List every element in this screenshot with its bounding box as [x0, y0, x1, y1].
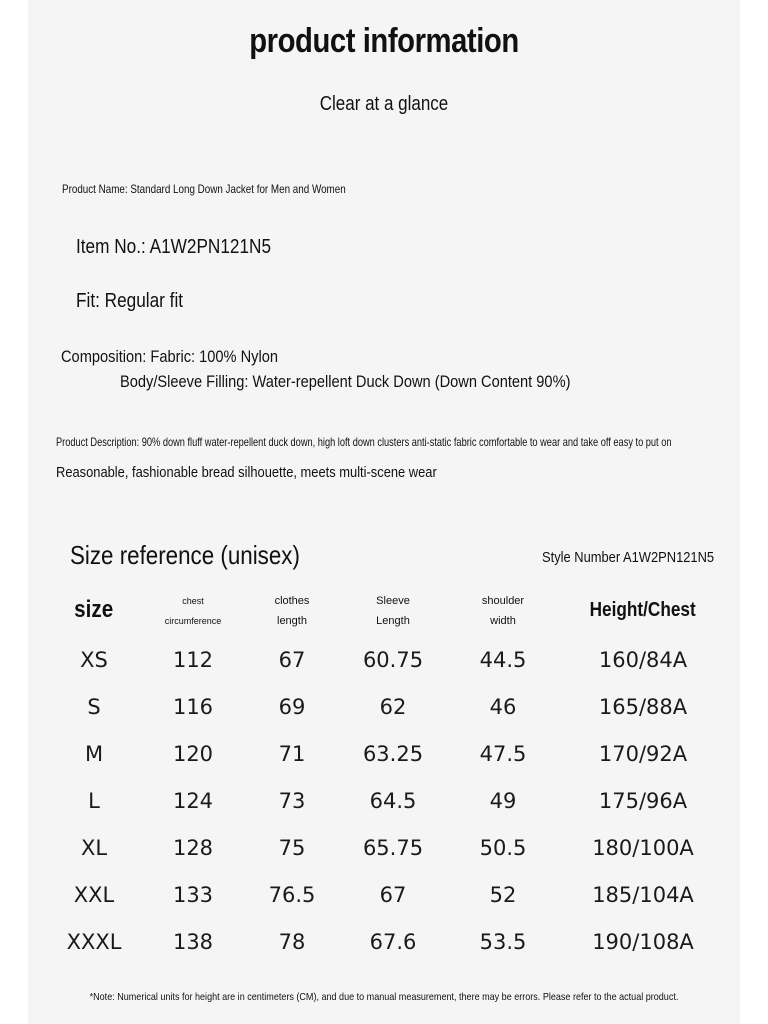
header-sleeve-length: Sleeve Length	[376, 595, 410, 627]
cell-shoulder: 46	[489, 694, 517, 719]
composition-line: Composition: Fabric: 100% Nylon	[61, 347, 278, 366]
header-size: size	[74, 596, 114, 623]
cell-shoulder: 44.5	[479, 647, 527, 672]
cell-height-chest: 165/88A	[598, 694, 688, 719]
cell-size: M	[84, 741, 104, 766]
cell-size: L	[88, 788, 100, 813]
page-subtitle: Clear at a glance	[319, 93, 449, 115]
cell-shoulder: 47.5	[479, 741, 527, 766]
size-reference-heading: Size reference (unisex)	[70, 540, 300, 570]
table-row	[48, 918, 728, 965]
table-row	[48, 871, 728, 918]
cell-sleeve: 62	[379, 694, 407, 719]
cell-sleeve: 64.5	[369, 788, 417, 813]
cell-size: XS	[80, 647, 108, 672]
cell-chest: 116	[172, 694, 214, 719]
size-table-header	[48, 584, 728, 636]
cell-size: S	[87, 694, 101, 719]
cell-sleeve: 63.25	[362, 741, 424, 766]
cell-shoulder: 53.5	[479, 929, 527, 954]
cell-chest: 128	[172, 835, 214, 860]
product-info-sheet	[28, 0, 740, 1024]
fit-line: Fit: Regular fit	[76, 290, 184, 312]
cell-chest: 133	[172, 882, 214, 907]
table-row	[48, 730, 728, 777]
cell-length: 73	[278, 788, 306, 813]
cell-length: 69	[278, 694, 306, 719]
cell-shoulder: 50.5	[479, 835, 527, 860]
cell-length: 78	[278, 929, 306, 954]
cell-sleeve: 67	[379, 882, 407, 907]
measurement-note-text: *Note: Numerical units for height are in centimeters (CM), and due to manual measurement, there may be errors. Please refer to the actual product.	[89, 991, 679, 1003]
cell-chest: 124	[172, 788, 214, 813]
cell-length: 71	[278, 741, 306, 766]
page-title: product information	[249, 22, 519, 60]
header-chest: chest circumference	[164, 596, 222, 626]
style-number: Style Number A1W2PN121N5	[541, 549, 714, 566]
table-row	[48, 824, 728, 871]
description-line-2: Reasonable, fashionable bread silhouette, meets multi-scene wear	[56, 464, 437, 481]
cell-shoulder: 49	[489, 788, 517, 813]
cell-size: XXXL	[66, 929, 122, 954]
measurement-note	[78, 991, 690, 1003]
cell-length: 67	[278, 647, 306, 672]
cell-height-chest: 170/92A	[598, 741, 688, 766]
cell-chest: 120	[172, 741, 214, 766]
cell-size: XL	[80, 835, 108, 860]
cell-length: 75	[278, 835, 306, 860]
description-line: Product Description: 90% down fluff water-repellent duck down, high loft down clusters anti-static fabric comfortable to wear and take off easy to put on	[56, 435, 672, 449]
cell-shoulder: 52	[489, 882, 517, 907]
table-row	[48, 636, 728, 683]
table-row	[48, 777, 728, 824]
header-clothes-length: clothes length	[274, 595, 310, 627]
cell-length: 76.5	[268, 882, 316, 907]
cell-height-chest: 190/108A	[592, 929, 694, 954]
cell-height-chest: 160/84A	[598, 647, 688, 672]
cell-chest: 138	[172, 929, 214, 954]
cell-chest: 112	[172, 647, 214, 672]
cell-height-chest: 180/100A	[592, 835, 694, 860]
item-number-line: Item No.: A1W2PN121N5	[76, 236, 272, 258]
product-name-line: Product Name: Standard Long Down Jacket for Men and Women	[62, 182, 346, 196]
cell-height-chest: 175/96A	[598, 788, 688, 813]
cell-height-chest: 185/104A	[592, 882, 694, 907]
cell-size: XXL	[73, 882, 115, 907]
cell-sleeve: 67.6	[369, 929, 417, 954]
filling-line: Body/Sleeve Filling: Water-repellent Duck Down (Down Content 90%)	[120, 372, 571, 391]
table-row	[48, 683, 728, 730]
cell-sleeve: 60.75	[362, 647, 424, 672]
header-shoulder-width: shoulder width	[481, 595, 525, 627]
cell-sleeve: 65.75	[362, 835, 424, 860]
size-table	[48, 584, 728, 965]
header-height-chest: Height/Chest	[589, 598, 697, 621]
